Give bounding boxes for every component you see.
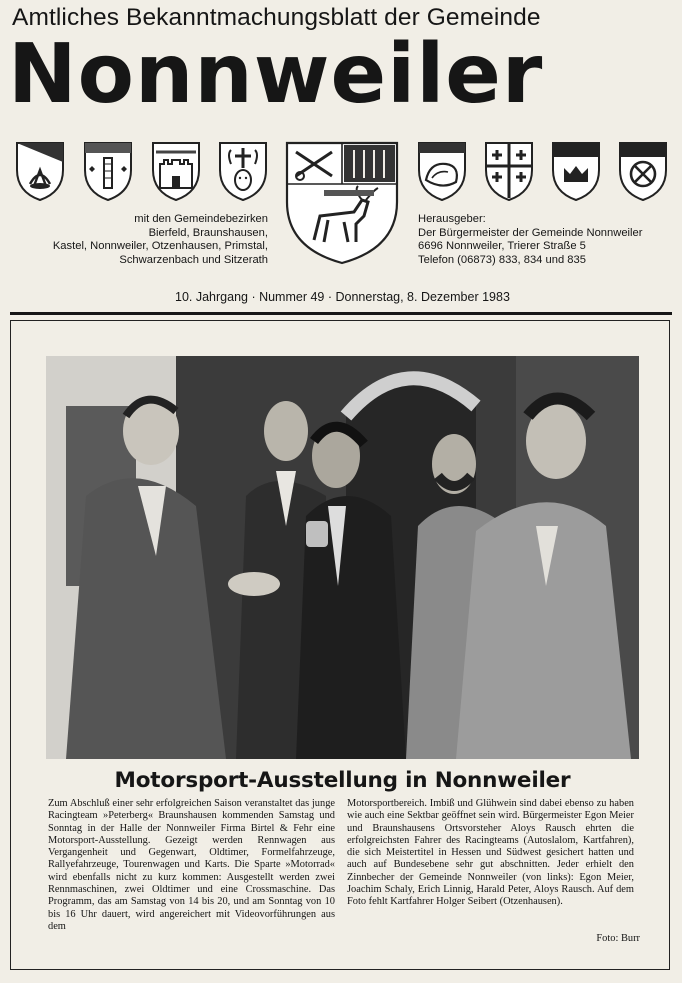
article-photo (46, 356, 639, 759)
publisher-line: 6696 Nonnweiler, Trierer Straße 5 (418, 240, 586, 253)
publisher-line: Herausgeber: (418, 213, 486, 225)
article-headline: Motorsport-Ausstellung in Nonnweiler (114, 768, 571, 793)
crest-swan-icon (416, 140, 468, 202)
article-column-1: Zum Abschluß einer sehr erfolgreichen Saison veranstaltet das junge Racingteam »Peterberg« Braunshausen kommenden Samstag und Sonntag in der Halle der Nonnweiler Firma Birtel & Fehr eine Motorsport-Ausstellung. Gezeigt werden Rennwagen aus Vergangenheit und Gegenwart, Oldtimer, Formelfahrzeuge, Rallyefahrzeuge, Tourenwagen und Karts. Die Sparte »Motorrad« wird ebenfalls nicht zu kurz kommen: Ausgestellt werden zwei Rennmaschinen, zwei Oldtimer und eine Crossmaschine. Das Programm, das am Samstag von 14 bis 20, und am Sonntag von 10 bis 16 Uhr dauert, wird angereichert mit Videovorführungen aus dem (48, 798, 335, 932)
masthead-title: Nonnweiler (8, 27, 544, 122)
crest-crosses-icon (483, 140, 535, 202)
district-line: mit den Gemeindebezirken (134, 213, 268, 225)
crest-lighthouse-icon (82, 140, 134, 202)
header-kicker: Amtliches Bekanntmachungsblatt der Gemeinde (12, 4, 541, 31)
district-line: Bierfeld, Braunshausen, (148, 226, 268, 239)
crest-sheaf-icon (14, 140, 66, 202)
article-column-2: Motorsportbereich. Imbiß und Glühwein sind dabei ebenso zu haben wie auch eine Sektbar geöffnet sein wird. Bürgermeister Egon Meier und Braunshausens Ortsvorsteher Aloys Rausch ehrten die erfolgreichsten Fahrer des Racingteams (Autoslalom, Kartfahren), die sich Meistertitel in Hessen und Südwest gesichert hatten und auch auf Bundesebene sehr gut abschnitten. Jeder erhielt den Zinnbecher der Gemeinde Nonnweiler (von links): Egon Meier, Joachim Schaly, Erich Linnig, Harald Peter, Aloys Rausch. Auf dem Foto fehlt Kartfahrer Holger Seibert (Otzenhausen). (347, 798, 634, 908)
publisher-line: Der Bürgermeister der Gemeinde Nonnweiler (418, 226, 643, 239)
publisher-line: Telefon (06873) 833, 834 und 835 (418, 253, 586, 266)
district-line: Kastel, Nonnweiler, Otzenhausen, Primstal, (52, 240, 268, 253)
crest-crown-icon (550, 140, 602, 202)
header-rule (10, 312, 672, 315)
publisher-info (418, 213, 642, 267)
issue-dateline: 10. Jahrgang · Nummer 49 · Donnerstag, 8. Dezember 1983 (175, 290, 510, 304)
district-line: Schwarzenbach und Sitzerath (119, 253, 268, 266)
crest-castle-icon (150, 140, 202, 202)
crest-wheel-icon (617, 140, 669, 202)
crest-municipal-stag-icon (284, 140, 400, 266)
photo-credit: Foto: Burr (596, 933, 640, 944)
crest-stag-cross-icon (217, 140, 269, 202)
district-list (53, 213, 268, 267)
